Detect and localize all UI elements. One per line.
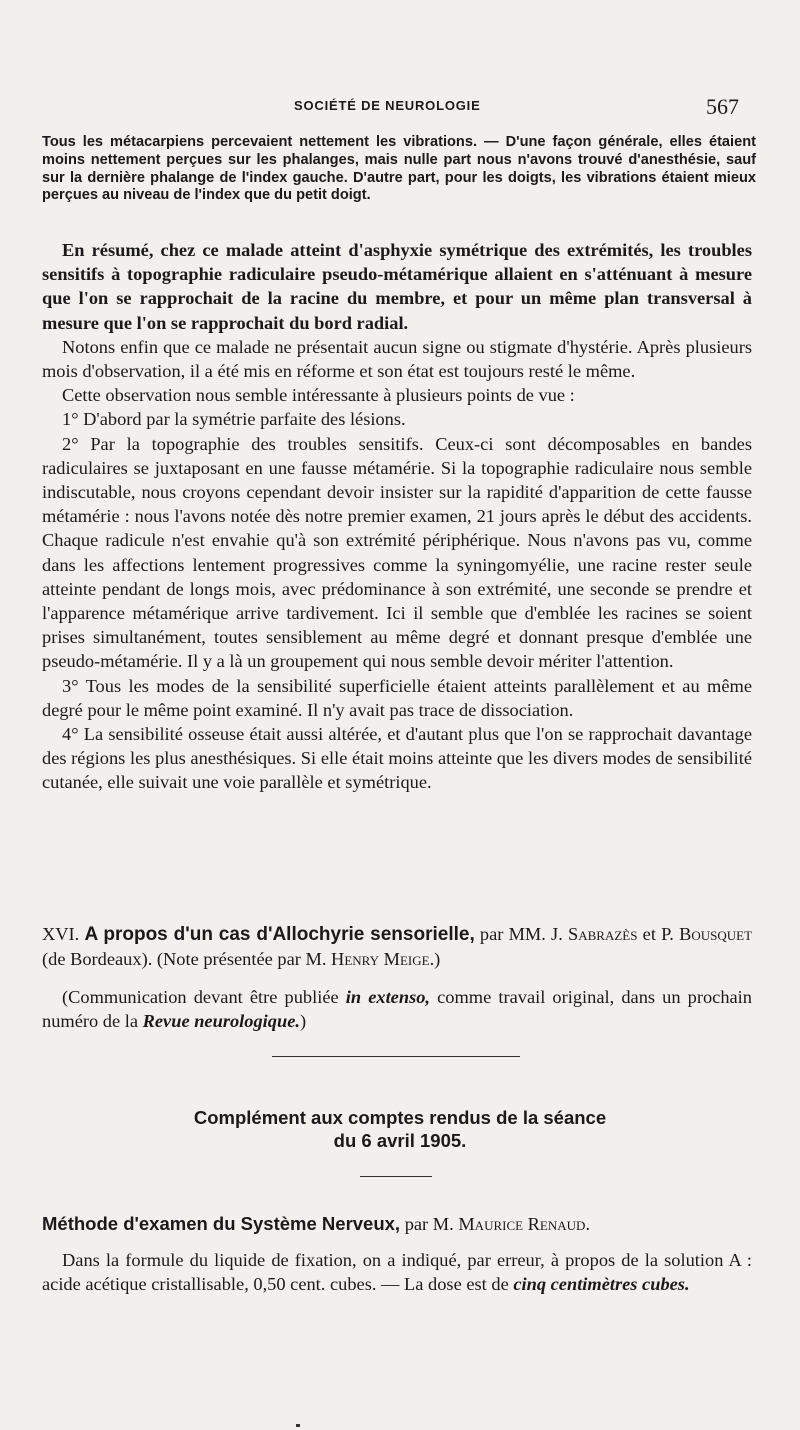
point-3: 3° Tous les modes de la sensibilité superficielle étaient atteints parallèlement et au même degré pour le même point examiné. Il n'y avait pas trace de dissociation. bbox=[42, 675, 752, 720]
summary-paragraph: En résumé, chez ce malade atteint d'asphyxie symétrique des extrémités, les troubles sensitifs à topographie radiculaire pseudo-métamérique allaient en s'atténuant à mesure que l'on se rapprochait de la racine du membre, et pour un même plan transversal à mesure que l'on se rapprochait du bord radial. bbox=[42, 240, 752, 333]
xvi-author-2: Bousquet bbox=[679, 924, 753, 944]
method-title: Méthode d'examen du Système Nerveux, bbox=[42, 1213, 401, 1234]
header-title: SOCIÉTÉ DE NEUROLOGIE bbox=[294, 98, 481, 113]
xvi-close: .) bbox=[429, 949, 441, 969]
interest-paragraph: Cette observation nous semble intéressante à plusieurs points de vue : bbox=[62, 385, 575, 406]
xvi-number: XVI. bbox=[42, 924, 80, 944]
xvi-place: (de Bordeaux). (Note présentée par M. bbox=[42, 949, 327, 969]
complement-line-2: du 6 avril 1905. bbox=[333, 1130, 467, 1151]
method-heading bbox=[42, 1212, 752, 1236]
point-2: 2° Par la topographie des troubles sensitifs. Ceux-ci sont décomposables en bandes radiculaires se juxtaposant en une fausse métamérie. Si la topographie radiculaire nous semble indiscutable, nous croyons cependant devoir insister sur la rapidité d'apparition de cette fausse métamérie : nous l'avons notée dès notre premier examen, 21 jours après le début des accidents. Chaque radicule n'est envahie qu'à son extrémité périphérique. Nous n'avons pas vu, comme dans les affections lentement progressives comme la syningomyélie, une racine rester seule atteinte pendant de longs mois, avec prédominance à son extrémité, une seconde se prendre et l'apparence métamérique arrive tardivement. Ici il semble que d'emblée les racines se soient prises simultanément, toutes sensiblement au même degré et donnant presque d'emblée une pseudo-métamérie. Il y a là un groupement qui nous semble devoir mériter l'attention. bbox=[42, 433, 752, 672]
page-mark bbox=[296, 1424, 300, 1427]
comm-close: ) bbox=[299, 1011, 307, 1031]
method-by: par M. bbox=[404, 1214, 454, 1234]
complement-line-1: Complément aux comptes rendus de la séance bbox=[193, 1107, 607, 1128]
summary-section bbox=[42, 238, 752, 795]
xvi-heading bbox=[42, 922, 752, 971]
method-section bbox=[42, 1212, 752, 1297]
xvi-section bbox=[42, 922, 752, 1033]
point-1: 1° D'abord par la symétrie parfaite des lésions. bbox=[62, 409, 406, 430]
method-italic: cinq centimètres cubes. bbox=[513, 1274, 690, 1295]
comm-italic: in extenso, bbox=[345, 987, 431, 1007]
xvi-title: A propos d'un cas d'Allochyrie sensorielle, bbox=[84, 924, 475, 945]
method-author: Maurice Renaud bbox=[458, 1214, 586, 1234]
xvi-presenter: Henry Meige bbox=[331, 949, 430, 969]
method-paragraph bbox=[42, 1248, 752, 1296]
point-4: 4° La sensibilité osseuse était aussi altérée, et d'autant plus que l'on se rapprochait davantage des régions les plus anesthésiques. Si elle était moins atteinte que les divers modes de sensibilité cutanée, elle suivait une voie parallèle et symétrique. bbox=[42, 724, 752, 793]
comm-text-b: comme travail original, dans un prochain numéro de la bbox=[42, 987, 752, 1031]
short-divider bbox=[360, 1176, 432, 1177]
hysteria-paragraph: Notons enfin que ce malade ne présentait aucun signe ou stigmate d'hystérie. Après plusieurs mois d'observation, il a été mis en réforme et son état est toujours resté le même. bbox=[42, 336, 752, 382]
xvi-author-1: Sabrazès bbox=[568, 924, 638, 944]
comm-text-a: (Communication devant être publiée bbox=[62, 987, 339, 1007]
xvi-and: et P. bbox=[642, 924, 674, 944]
page-number: 567 bbox=[706, 94, 739, 119]
method-end: . bbox=[585, 1214, 591, 1234]
xvi-communication bbox=[42, 985, 752, 1033]
comm-journal: Revue neurologique. bbox=[142, 1011, 300, 1031]
running-header bbox=[0, 94, 800, 120]
complement-title bbox=[0, 1106, 800, 1152]
intro-paragraph: Tous les métacarpiens percevaient nettement les vibrations. — D'une façon générale, elles étaient moins nettement perçues sur les phalanges, mais nulle part nous n'avons trouvé d'anesthésie, sauf sur la dernière phalange de l'index gauche. D'autre part, pour les doigts, les vibrations étaient mieux perçues au niveau de l'index que du petit doigt. bbox=[42, 134, 756, 204]
method-text: Dans la formule du liquide de fixation, on a indiqué, par erreur, à propos de la solution A : acide acétique cristallisable, 0,50 cent. cubes. — La dose est de bbox=[42, 1250, 752, 1295]
section-divider bbox=[272, 1056, 520, 1057]
xvi-by: par MM. J. bbox=[479, 924, 563, 944]
